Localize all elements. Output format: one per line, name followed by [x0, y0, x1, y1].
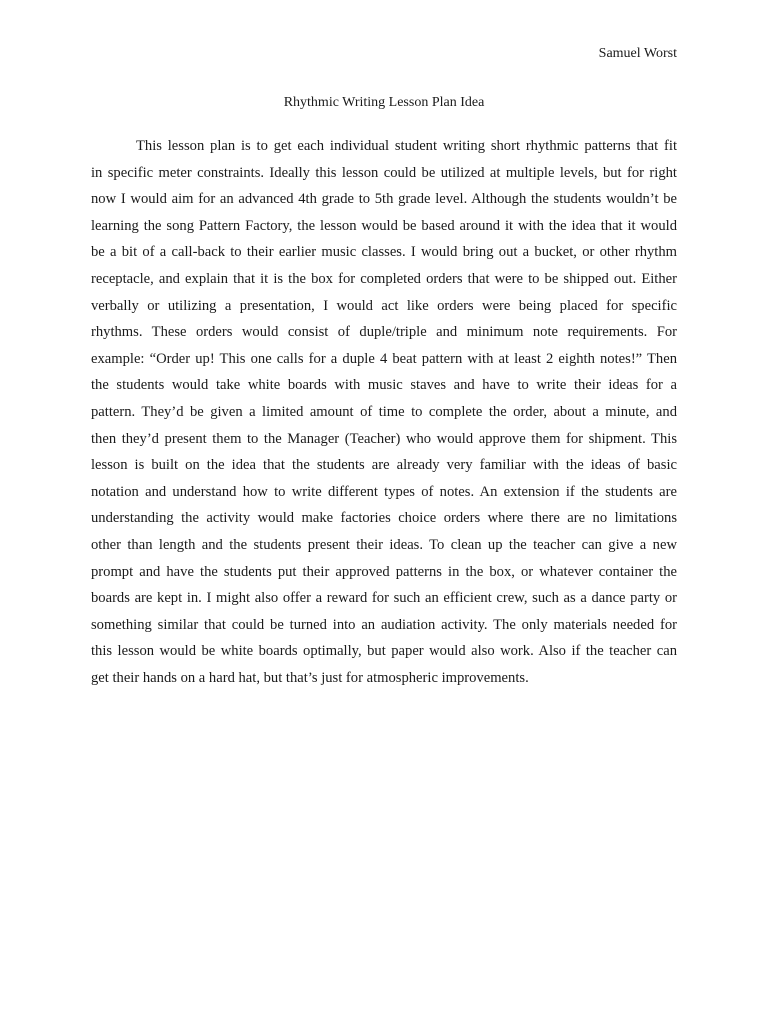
body-paragraph: [91, 133, 677, 691]
paragraph-line: now I would aim for an advanced 4th grade to 5th grade level. Although the students wouldn’t be: [91, 191, 677, 208]
paragraph-line: understanding the activity would make factories choice orders where there are no limitations: [91, 510, 677, 527]
document-title: Rhythmic Writing Lesson Plan Idea: [283, 95, 485, 110]
paragraph-line: other than length and the students present their ideas. To clean up the teacher can give a new: [91, 536, 677, 553]
paragraph-line: prompt and have the students put their approved patterns in the box, or whatever container the: [91, 563, 677, 580]
paragraph-line: learning the song Pattern Factory, the lesson would be based around it with the idea that it would: [91, 217, 677, 234]
paragraph-line: This lesson plan is to get each individual student writing short rhythmic patterns that fit: [136, 138, 677, 154]
paragraph-line: lesson is built on the idea that the students are already very familiar with the ideas of basic: [91, 457, 677, 474]
paragraph-line: boards are kept in. I might also offer a reward for such an efficient crew, such as a dance party or: [91, 590, 677, 607]
paragraph-line: pattern. They’d be given a limited amount of time to complete the order, about a minute, and: [91, 403, 677, 420]
paragraph-line: verbally or utilizing a presentation, I would act like orders were being placed for specific: [91, 297, 677, 314]
paragraph-line: this lesson would be white boards optimally, but paper would also work. Also if the teacher can: [91, 643, 677, 660]
paragraph-line: get their hands on a hard hat, but that’s just for atmospheric improvements.: [91, 669, 529, 686]
paragraph-line: in specific meter constraints. Ideally this lesson could be utilized at multiple levels, but for right: [91, 164, 677, 181]
paragraph-line: be a bit of a call-back to their earlier music classes. I would bring out a bucket, or other rhythm: [91, 244, 677, 261]
paragraph-line: the students would take white boards with music staves and have to write their ideas for a: [91, 377, 677, 394]
paragraph-line: then they’d present them to the Manager (Teacher) who would approve them for shipment. This: [91, 430, 677, 447]
author-name: Samuel Worst: [598, 46, 677, 61]
paragraph-line: notation and understand how to write different types of notes. An extension if the students are: [91, 483, 677, 500]
paragraph-line: receptacle, and explain that it is the box for completed orders that were to be shipped out. Either: [91, 270, 677, 287]
paragraph-line: something similar that could be turned into an audiation activity. The only materials needed for: [91, 616, 677, 633]
paragraph-line: rhythms. These orders would consist of duple/triple and minimum note requirements. For: [91, 324, 677, 341]
paragraph-line: example: “Order up! This one calls for a duple 4 beat pattern with at least 2 eighth notes!” Then: [91, 350, 677, 367]
